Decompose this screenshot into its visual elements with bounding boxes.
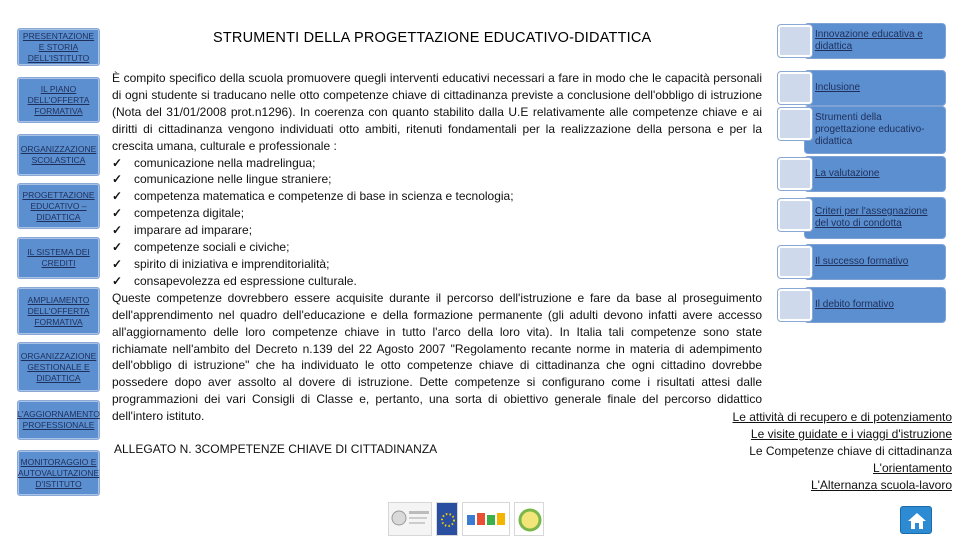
list-item: ✓ spirito di iniziativa e imprenditorialità; [112,256,762,273]
right-links [733,409,952,494]
project-logo [462,502,510,536]
nav-label: MONITORAGGIO E AUTOVALUTAZIONE D'ISTITUTO [17,456,100,489]
logo-strip [388,498,563,540]
nav-label: ORGANIZZAZIONE SCOLASTICA [20,144,97,165]
home-button[interactable] [900,506,932,534]
emblem-logo [388,502,432,536]
nav-label: PRESENTAZIONE E STORIA DELL'ISTITUTO [22,30,95,63]
list-item: ✓ competenza matematica e competenze di base in scienza e tecnologia; [112,188,762,205]
nav-ampliamento[interactable] [17,287,100,335]
thumbnail-icon [778,246,812,278]
nav-label: PROGETTAZIONE EDUCATIVO – DIDATTICA [22,189,95,222]
list-item: ✓ comunicazione nella madrelingua; [112,155,762,172]
nav-progettazione[interactable] [17,183,100,229]
nav-strumenti[interactable] [804,106,946,154]
nav-label: AMPLIAMENTO DELL'OFFERTA FORMATIVA [27,294,90,327]
outro-paragraph: Queste competenze dovrebbero essere acquisite durante il percorso dell'istruzione e fare da base al proseguimento dell'apprendimento nel quadro dell'educazione e della formazione permanente (gli adulti devono infatti avere accesso all'aggiornamento delle loro competenze chiave in tutto l'arco della loro vita). In Italia tali competenze sono state richiamate nell'ambito del Decreto n.139 del 22 Agosto 2007 "Regolamento recante norme in materia di adempimento dell'obbligo di istruzione" che ha individuato le otto competenze chiave di cittadinanza che ogni cittadino dovrebbe possedere dopo aver assolto al dovere di istruzione. Dette competenze si configurano come i risultati attesi dalle programmazioni dei vari Consigli di Classe e, pertanto, una sorta di obiettivo generale finale del percorso didattico dell'intero istituto. [112,290,762,424]
list-item: ✓ competenze sociali e civiche; [112,239,762,256]
nav-label: Il successo formativo [815,256,909,267]
link-visite[interactable]: Le visite guidate e i viaggi d'istruzione [750,427,952,441]
nav-sistema-crediti[interactable] [17,237,100,279]
thumbnail-icon [778,199,812,231]
nav-label: La valutazione [815,168,880,179]
nav-innovazione[interactable] [804,23,946,59]
nav-criteri-condotta[interactable] [804,197,946,239]
thumbnail-icon [778,72,812,104]
nav-label: IL PIANO DELL'OFFERTA FORMATIVA [27,83,90,116]
nav-successo-formativo[interactable] [804,244,946,280]
list-item: ✓ imparare ad imparare; [112,222,762,239]
school-logo [514,502,544,536]
nav-presentazione[interactable] [17,28,100,66]
intro-paragraph: È compito specifico della scuola promuovere quegli interventi educativi necessari a fare in modo che le capacità personali di ogni studente si traducano nelle otto competenze chiave di cittadinanza previste a conclusione dell'obbligo di istruzione (Nota del 31/01/2008 prot.n1296). In coerenza con quanto stabilito dalla U.E relativamente alle competenze chiave e ai diritti di cittadinanza vengono individuati otto ambiti, ritenuti fondamentali per la realizzazione della persona e per la crescita umana, culturale e professionale : [112,71,762,153]
nav-piano-offerta[interactable] [17,77,100,123]
nav-organizzazione-scolastica[interactable] [17,134,100,176]
thumbnail-icon [778,108,812,140]
competenze-list [112,155,762,290]
nav-valutazione[interactable] [804,156,946,192]
thumbnail-icon [778,25,812,57]
nav-label: Strumenti della progettazione educativo-didattica [815,112,925,147]
nav-label: Il debito formativo [815,299,894,310]
nav-debito-formativo[interactable] [804,287,946,323]
link-recupero[interactable]: Le attività di recupero e di potenziamento [732,410,952,424]
list-item: ✓ comunicazione nelle lingue straniere; [112,171,762,188]
nav-label: Inclusione [815,82,861,93]
nav-aggiornamento[interactable] [17,400,100,440]
eu-flag-icon [436,502,458,536]
thumbnail-icon [778,158,812,190]
nav-inclusione[interactable] [804,70,946,106]
nav-label: IL SISTEMA DEI CREDITI [27,247,90,268]
nav-organizzazione-gestionale[interactable] [17,342,100,392]
nav-label: ORGANIZZAZIONE GESTIONALE E DIDATTICA [20,350,97,383]
link-alternanza[interactable]: L'Alternanza scuola-lavoro [810,478,952,492]
link-competenze: Le Competenze chiave di cittadinanza [749,444,952,458]
main-content [112,70,762,425]
nav-label: Criteri per l'assegnazione del voto di condotta [815,206,928,229]
thumbnail-icon [778,289,812,321]
link-orientamento[interactable]: L'orientamento [872,461,952,475]
nav-label: L'AGGIORNAMENTO PROFESSIONALE [17,409,100,430]
list-item: ✓ consapevolezza ed espressione culturale. [112,273,762,290]
allegato-label: ALLEGATO N. 3COMPETENZE CHIAVE DI CITTADINANZA [114,442,438,456]
nav-monitoraggio[interactable] [17,450,100,496]
page-title: STRUMENTI DELLA PROGETTAZIONE EDUCATIVO-DIDATTICA [213,30,652,46]
nav-label: Innovazione educativa e didattica [815,29,923,52]
home-icon [906,511,928,531]
list-item: ✓ competenza digitale; [112,205,762,222]
